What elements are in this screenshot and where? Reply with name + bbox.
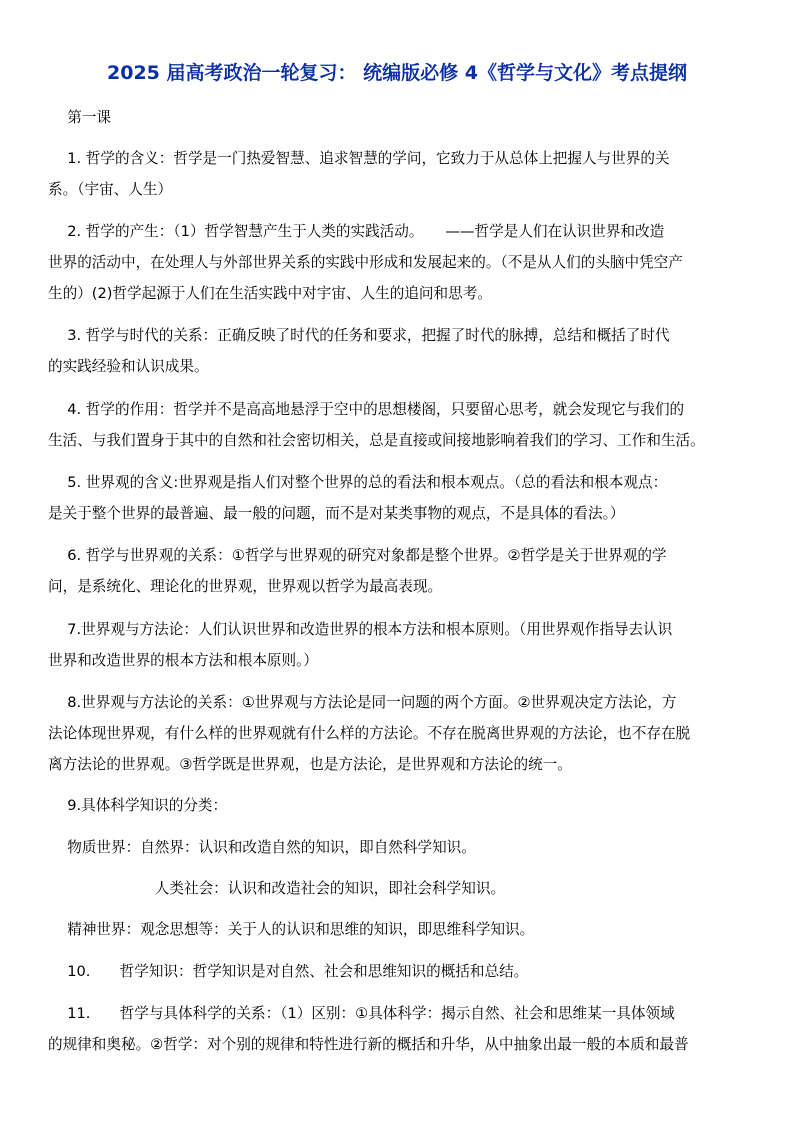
paragraph-line: 5. 世界观的含义:世界观是指人们对整个世界的总的看法和根本观点。（总的看法和根本观点： xyxy=(48,474,668,491)
paragraph-line: 世界的活动中，在处理人与外部世界关系的实践中形成和发展起来的。（不是从人们的头脑中凭空产 xyxy=(48,254,683,271)
paragraph-2 xyxy=(48,216,748,309)
paragraph-1 xyxy=(48,143,748,205)
paragraph-7 xyxy=(48,614,748,676)
paragraph-line: 物质世界：自然界：认识和改造自然的知识，即自然科学知识。 xyxy=(48,839,476,856)
paragraph-8 xyxy=(48,687,748,780)
paragraph-14 xyxy=(48,998,748,1060)
paragraph-line: 2. 哲学的产生：（1）哲学智慧产生于人类的实践活动。 ——哲学是人们在认识世界和改造 xyxy=(48,223,665,240)
paragraph-line: 11. 哲学与具体科学的关系：（1）区别：①具体科学：揭示自然、社会和思维某一具体领域 xyxy=(48,1005,675,1022)
paragraph-line: 6. 哲学与世界观的关系：①哲学与世界观的研究对象都是整个世界。②哲学是关于世界观的学 xyxy=(48,547,667,564)
paragraph-11 xyxy=(48,873,748,904)
paragraph-line: 是关于整个世界的最普遍、最一般的问题，而不是对某类事物的观点，不是具体的看法。） xyxy=(48,505,625,522)
paragraph-6 xyxy=(48,540,748,602)
paragraph-line: 人类社会：认识和改造社会的知识，即社会科学知识。 xyxy=(48,880,506,897)
paragraph-line: 离方法论的世界观。③哲学既是世界观，也是方法论，是世界观和方法论的统一。 xyxy=(48,756,572,773)
paragraph-10 xyxy=(48,832,748,863)
paragraph-3 xyxy=(48,320,748,382)
paragraph-line: 世界和改造世界的根本方法和根本原则。） xyxy=(48,652,318,669)
paragraph-5 xyxy=(48,467,748,529)
paragraph-12 xyxy=(48,914,748,945)
paragraph-9 xyxy=(48,790,748,821)
paragraph-line: 1. 哲学的含义：哲学是一门热爱智慧、追求智慧的学问，它致力于从总体上把握人与世界的关 xyxy=(48,150,670,167)
paragraph-line: 8.世界观与方法论的关系：①世界观与方法论是同一问题的两个方面。②世界观决定方法论，方 xyxy=(48,694,677,711)
paragraph-line: 精神世界：观念思想等：关于人的认识和思维的知识，即思维科学知识。 xyxy=(48,921,535,938)
paragraph-line: 生的）(2)哲学起源于人们在生活实践中对宇宙、人生的追问和思考。 xyxy=(48,285,492,302)
paragraph-line: 问，是系统化、理论化的世界观，世界观以哲学为最高表现。 xyxy=(48,578,443,595)
lesson-heading-text: 第一课 xyxy=(48,109,112,126)
paragraph-13 xyxy=(48,956,748,987)
paragraph-line: 4. 哲学的作用：哲学并不是高高地悬浮于空中的思想楼阁，只要留心思考，就会发现它与我们的 xyxy=(48,401,685,418)
paragraph-line: 的实践经验和认识成果。 xyxy=(48,358,209,375)
document-title: 2025 届高考政治一轮复习： 统编版必修 4《哲学与文化》考点提纲 xyxy=(107,62,687,84)
paragraph-line: 的规律和奥秘。②哲学：对个别的规律和特性进行新的概括和升华，从中抽象出最一般的本质和最普 xyxy=(48,1036,689,1053)
paragraph-line: 9.具体科学知识的分类： xyxy=(48,797,228,814)
paragraph-4 xyxy=(48,394,748,456)
paragraph-line: 3. 哲学与时代的关系：正确反映了时代的任务和要求，把握了时代的脉搏，总结和概括了时代 xyxy=(48,327,670,344)
paragraph-line: 7.世界观与方法论：人们认识世界和改造世界的根本方法和根本原则。（用世界观作指导去认识 xyxy=(48,621,673,638)
paragraph-line: 法论体现世界观，有什么样的世界观就有什么样的方法论。不存在脱离世界观的方法论，也不存在脱 xyxy=(48,725,691,742)
paragraph-line: 生活、与我们置身于其中的自然和社会密切相关，总是直接或间接地影响着我们的学习、工作和生活。 xyxy=(48,432,705,449)
lesson-heading xyxy=(48,102,748,133)
paragraph-line: 系。（宇宙、人生） xyxy=(48,181,173,198)
paragraph-line: 10. 哲学知识：哲学知识是对自然、社会和思维知识的概括和总结。 xyxy=(48,963,529,980)
